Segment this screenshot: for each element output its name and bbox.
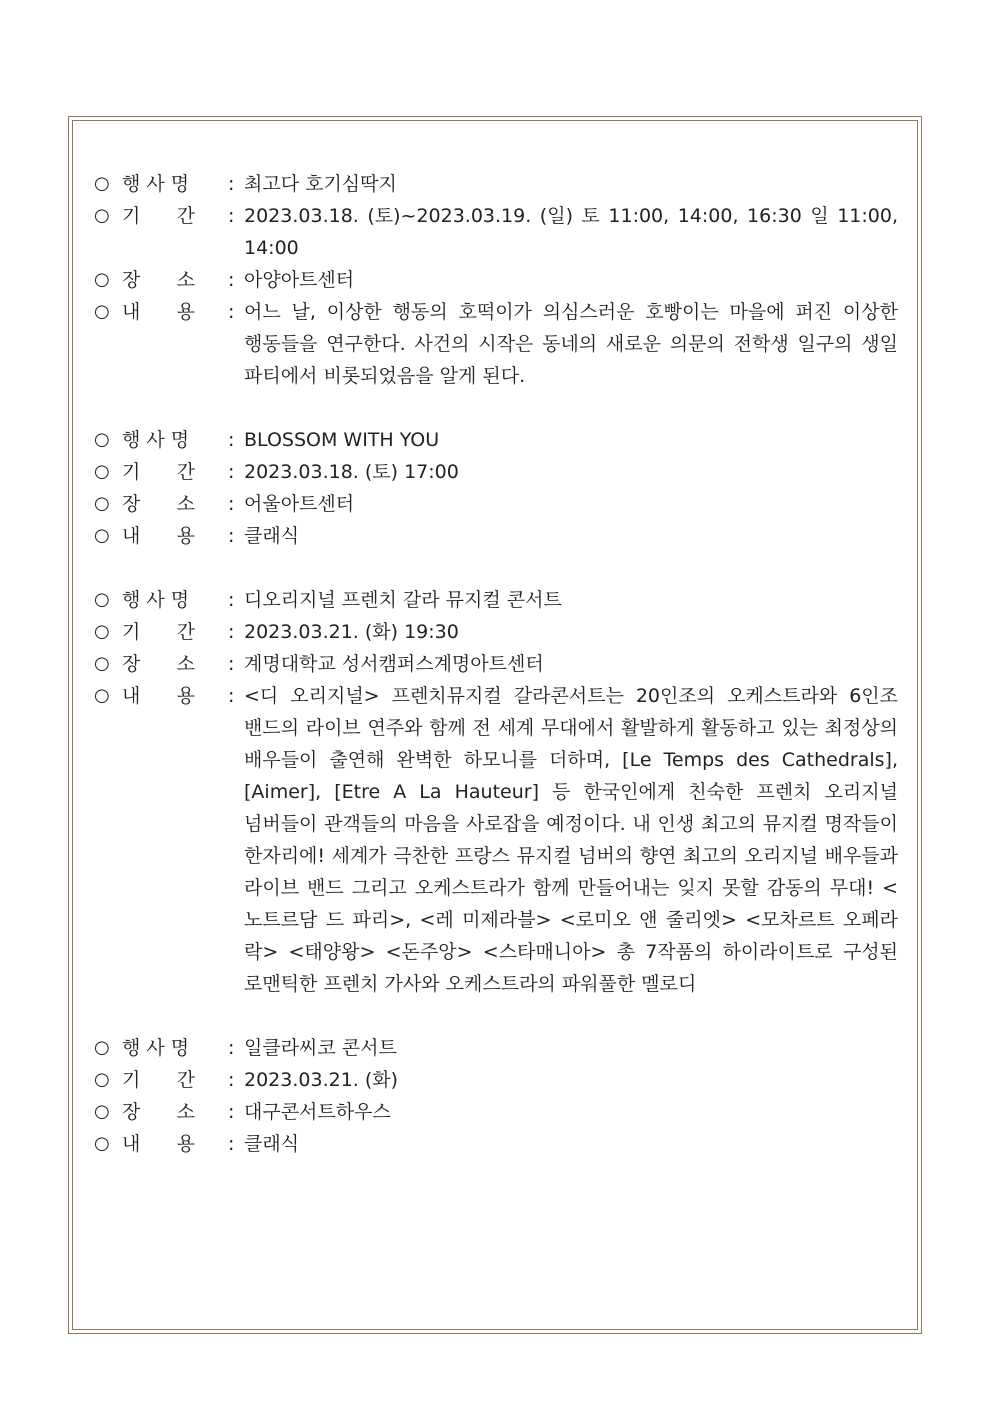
circle-bullet-icon: ○ <box>94 1037 110 1058</box>
circle-bullet-icon: ○ <box>94 1101 110 1122</box>
event-content-row <box>94 296 898 392</box>
event-place-row <box>94 264 898 296</box>
circle-bullet-icon: ○ <box>94 653 110 674</box>
field-value-name: 최고다 호기심딱지 <box>244 173 397 195</box>
field-label-content: 내 용 <box>122 525 195 547</box>
event-period-row <box>94 616 898 648</box>
field-label-name: 행 사 명 <box>122 1037 190 1059</box>
field-value-name: 일클라씨코 콘서트 <box>244 1037 397 1059</box>
field-value-period: 2023.03.18. (토) 17:00 <box>244 461 459 483</box>
circle-bullet-icon: ○ <box>94 493 110 514</box>
field-colon: : <box>228 589 235 611</box>
field-label-place: 장 소 <box>122 653 195 675</box>
field-label-name: 행 사 명 <box>122 589 190 611</box>
field-colon: : <box>228 653 235 675</box>
field-colon: : <box>228 525 235 547</box>
field-colon: : <box>228 173 235 195</box>
event-name-row <box>94 168 898 200</box>
field-colon: : <box>228 301 235 323</box>
field-value-place: 어울아트센터 <box>244 493 355 515</box>
field-value-name: 디오리지널 프렌치 갈라 뮤지컬 콘서트 <box>244 589 562 611</box>
event-list <box>94 168 898 1192</box>
event-block <box>94 168 898 392</box>
field-colon: : <box>228 1133 235 1155</box>
field-label-place: 장 소 <box>122 269 195 291</box>
event-content-row <box>94 520 898 552</box>
circle-bullet-icon: ○ <box>94 621 110 642</box>
field-value-place: 아양아트센터 <box>244 269 355 291</box>
field-colon: : <box>228 621 235 643</box>
field-value-period: 2023.03.21. (화) <box>244 1069 399 1091</box>
event-period-row <box>94 200 898 264</box>
event-name-row <box>94 1032 898 1064</box>
field-value-place: 계명대학교 성서캠퍼스계명아트센터 <box>244 653 544 675</box>
event-block <box>94 424 898 552</box>
field-label-content: 내 용 <box>122 1133 195 1155</box>
field-colon: : <box>228 1037 235 1059</box>
field-value-name: BLOSSOM WITH YOU <box>244 429 440 451</box>
field-colon: : <box>228 1069 235 1091</box>
field-label-content: 내 용 <box>122 301 195 323</box>
circle-bullet-icon: ○ <box>94 1133 110 1154</box>
circle-bullet-icon: ○ <box>94 525 110 546</box>
field-colon: : <box>228 269 235 291</box>
field-label-content: 내 용 <box>122 685 195 707</box>
circle-bullet-icon: ○ <box>94 1069 110 1090</box>
event-name-row <box>94 584 898 616</box>
field-value-place: 대구콘서트하우스 <box>244 1101 391 1123</box>
field-label-period: 기 간 <box>122 205 195 227</box>
event-name-row <box>94 424 898 456</box>
event-block <box>94 1032 898 1160</box>
field-colon: : <box>228 685 235 707</box>
field-colon: : <box>228 461 235 483</box>
field-colon: : <box>228 429 235 451</box>
circle-bullet-icon: ○ <box>94 269 110 290</box>
field-label-period: 기 간 <box>122 1069 195 1091</box>
field-colon: : <box>228 493 235 515</box>
event-block <box>94 584 898 1000</box>
event-place-row <box>94 1096 898 1128</box>
circle-bullet-icon: ○ <box>94 461 110 482</box>
event-place-row <box>94 648 898 680</box>
field-label-name: 행 사 명 <box>122 173 190 195</box>
field-value-period: 2023.03.18. (토)~2023.03.19. (일) 토 11:00, 14:00, 16:30 일 11:00, 14:00 <box>244 205 898 259</box>
event-period-row <box>94 1064 898 1096</box>
field-value-content: 어느 날, 이상한 행동의 호떡이가 의심스러운 호빵이는 마을에 퍼진 이상한 행동들을 연구한다. 사건의 시작은 동네의 새로운 의문의 전학생 일구의 생일 파티에서 비롯되었음을 알게 된다. <box>244 301 898 387</box>
event-place-row <box>94 488 898 520</box>
circle-bullet-icon: ○ <box>94 205 110 226</box>
circle-bullet-icon: ○ <box>94 685 110 706</box>
field-label-place: 장 소 <box>122 1101 195 1123</box>
field-label-name: 행 사 명 <box>122 429 190 451</box>
circle-bullet-icon: ○ <box>94 301 110 322</box>
field-label-period: 기 간 <box>122 621 195 643</box>
event-content-row <box>94 1128 898 1160</box>
circle-bullet-icon: ○ <box>94 429 110 450</box>
field-colon: : <box>228 205 235 227</box>
field-value-content: 클래식 <box>244 1133 300 1155</box>
circle-bullet-icon: ○ <box>94 589 110 610</box>
field-label-period: 기 간 <box>122 461 195 483</box>
field-label-place: 장 소 <box>122 493 195 515</box>
circle-bullet-icon: ○ <box>94 173 110 194</box>
event-content-row <box>94 680 898 1000</box>
field-colon: : <box>228 1101 235 1123</box>
event-period-row <box>94 456 898 488</box>
field-value-content: 클래식 <box>244 525 300 547</box>
field-value-period: 2023.03.21. (화) 19:30 <box>244 621 459 643</box>
field-value-content: <디 오리지널> 프렌치뮤지컬 갈라콘서트는 20인조의 오케스트라와 6인조 밴드의 라이브 연주와 함께 전 세계 무대에서 활발하게 활동하고 있는 최정상의 배우들이 출연해 완벽한 하모니를 더하며, [Le Temps des Cathedrals], [Aimer], [Etre A La Hauteur] 등 한국인에게 친숙한 프렌치 오리지널 넘버들이 관객들의 마음을 사로잡을 예정이다. 내 인생 최고의 뮤지컬 명작들이 한자리에! 세계가 극찬한 프랑스 뮤지컬 넘버의 향연 최고의 오리지널 배우들과 라이브 밴드 그리고 오케스트라가 함께 만들어내는 잊지 못할 감동의 무대! <노트르담 드 파리>, <레 미제라블> <로미오 앤 줄리엣> <모차르트 오페라 락> <태양왕> <돈주앙> <스타매니아> 총 7작품의 하이라이트로 구성된 로맨틱한 프렌치 가사와 오케스트라의 파워풀한 멜로디 <box>244 685 898 995</box>
